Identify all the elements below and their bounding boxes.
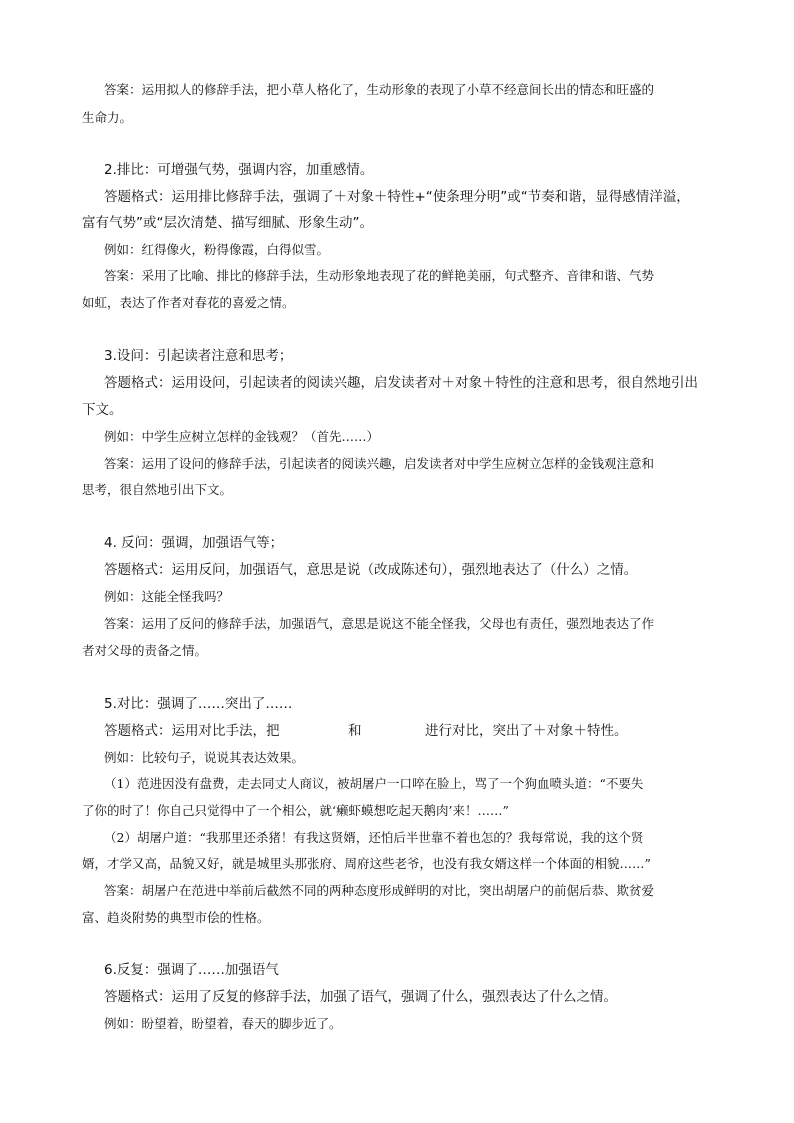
quote-1-line-1: （1）范进因没有盘费，走去同丈人商议，被胡屠户一口啐在脸上，骂了一个狗血喷头道：“不要失 — [104, 776, 644, 791]
answer-parallelism-line-1: 答案：采用了比喻、排比的修辞手法，生动形象地表现了花的鲜艳美丽，句式整齐、音律和谐、气势 — [104, 268, 655, 283]
example-repetition: 例如：盼望着，盼望着，春天的脚步近了。 — [104, 1016, 342, 1031]
format-repetition: 答题格式：运用了反复的修辞手法，加强了语气，强调了什么，强烈表达了什么之情。 — [104, 989, 617, 1005]
format-counter-question: 答题格式：运用反问，加强语气，意思是说（改成陈述句），强烈地表达了（什么）之情。 — [104, 562, 638, 578]
answer-parallelism-line-2: 如虹，表达了作者对春花的喜爱之情。 — [82, 295, 295, 310]
format-contrast-part-2: 和 — [348, 723, 362, 739]
answer-rhetorical-question-line-1: 答案：运用了设问的修辞手法，引起读者的阅读兴趣，启发读者对中学生应树立怎样的金钱观注意和 — [104, 456, 655, 471]
quote-2-line-2: 婿，才学又高，品貌又好，就是城里头那张府、周府这些老爷，也没有我女婿这样一个体面的相貌……” — [82, 856, 651, 871]
format-contrast-part-1: 答题格式：运用对比手法，把 — [104, 723, 280, 739]
example-contrast: 例如：比较句子，说说其表达效果。 — [104, 750, 305, 765]
example-rhetorical-question: 例如：中学生应树立怎样的金钱观？（首先……） — [104, 429, 380, 444]
example-counter-question: 例如：这能全怪我吗？ — [104, 589, 230, 604]
heading-contrast: 5.对比：强调了……突出了…… — [104, 696, 293, 712]
answer-personification-line-2: 生命力。 — [82, 110, 133, 125]
format-rhetorical-question-line-2: 下文。 — [82, 402, 123, 418]
answer-counter-question-line-1: 答案：运用了反问的修辞手法，加强语气，意思是说这不能全怪我，父母也有责任，强烈地表达了作 — [104, 616, 655, 631]
answer-personification-line-1: 答案：运用拟人的修辞手法，把小草人格化了，生动形象的表现了小草不经意间长出的情态和旺盛的 — [104, 82, 655, 97]
heading-repetition: 6.反复：强调了……加强语气 — [104, 962, 279, 978]
format-contrast-part-3: 进行对比，突出了＋对象＋特性。 — [425, 723, 628, 739]
format-rhetorical-question-line-1: 答题格式：运用设问，引起读者的阅读兴趣，启发读者对＋对象＋特性的注意和思考，很自然地引出 — [104, 375, 698, 391]
answer-contrast-line-2: 富、趋炎附势的典型市侩的性格。 — [82, 910, 270, 925]
answer-contrast-line-1: 答案：胡屠户在范进中举前后截然不同的两种态度形成鲜明的对比，突出胡屠户的前倨后恭、欺贫爱 — [104, 883, 655, 898]
heading-rhetorical-question: 3.设问：引起读者注意和思考； — [104, 348, 293, 364]
quote-2-line-1: （2）胡屠户道：“我那里还杀猪！有我这贤婿，还怕后半世靠不着也怎的？我每常说，我的这个贤 — [104, 830, 644, 845]
format-parallelism-line-2: 富有气势”或“层次清楚、描写细腻、形象生动”。 — [82, 215, 373, 231]
answer-counter-question-line-2: 者对父母的责备之情。 — [82, 643, 208, 658]
quote-1-line-2: 了你的时了！你自己只觉得中了一个相公，就‘癞虾蟆想吃起天鹅肉’来！……” — [82, 803, 509, 818]
format-parallelism-line-1: 答题格式：运用排比修辞手法，强调了＋对象＋特性+“使条理分明”或“节奏和谐，显得感情洋溢， — [104, 189, 690, 205]
heading-parallelism: 2.排比：可增强气势，强调内容，加重感情。 — [104, 162, 374, 178]
heading-counter-question: 4. 反问：强调，加强语气等； — [104, 535, 284, 551]
answer-rhetorical-question-line-2: 思考，很自然地引出下文。 — [82, 482, 233, 497]
example-parallelism: 例如：红得像火，粉得像霞，白得似雪。 — [104, 242, 330, 257]
